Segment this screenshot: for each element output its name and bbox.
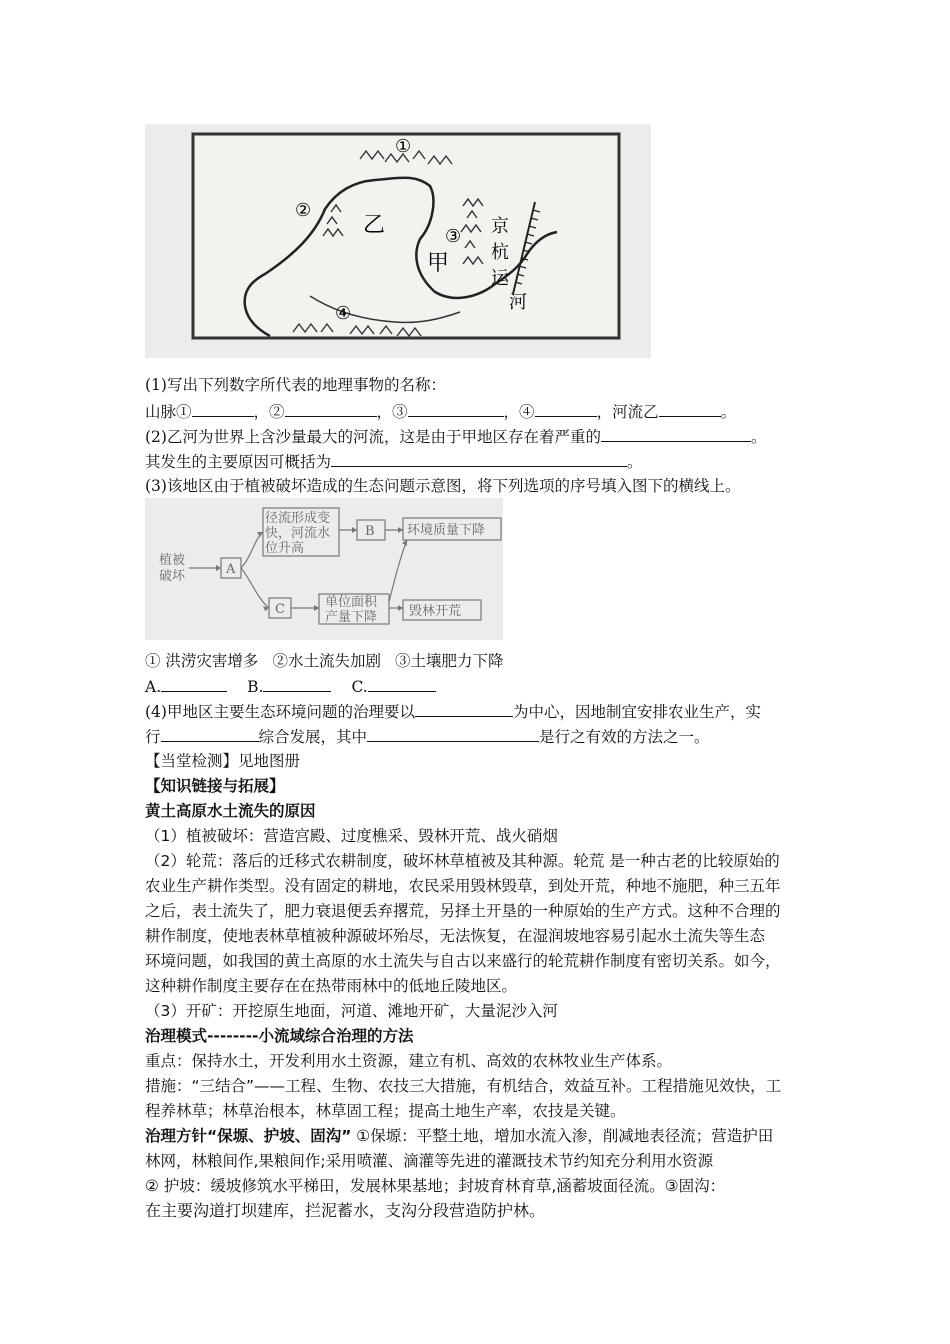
cause-1: （1）植被破坏：营造宫殿、过度樵采、毁林开荒、战火硝烟 xyxy=(145,827,558,845)
policy-line-2: 林网，林粮间作,果粮间作;采用喷灌、滴灌等先进的灌溉技术节约知充分利用水资源 xyxy=(145,1152,714,1170)
map-label-2: ② xyxy=(295,200,312,221)
q2-end2: 。 xyxy=(627,453,643,471)
policy-line-1 xyxy=(145,1126,773,1146)
blank-river-yi[interactable] xyxy=(659,401,721,417)
flow-yield-1: 单位面积 xyxy=(325,595,378,610)
q1-prompt: (1)写出下列数字所代表的地理事物的名称： xyxy=(145,376,446,394)
knowledge-sub2: 治理模式--------小流域综合治理的方法 xyxy=(145,1027,414,1045)
cause-2-line-1: （2）轮荒：落后的迁移式农耕制度，破坏林草植被及其种源。轮荒 是一种古老的比较原始的 xyxy=(145,852,780,870)
map-svg xyxy=(145,124,651,358)
map-label-canal-3: 运 xyxy=(491,268,509,289)
q3-options xyxy=(145,651,503,671)
cause-2-line-4: 耕作制度，使地表林草植被种源破坏殆尽，无法恢复，在湿润坡地容易引起水土流失等生态 xyxy=(145,927,766,945)
blank-answer-a[interactable] xyxy=(161,676,227,692)
blank-mountain-2[interactable] xyxy=(285,401,377,417)
blank-answer-b[interactable] xyxy=(263,676,331,692)
map-label-region-jia: 甲 xyxy=(427,251,450,276)
flow-yield-2: 产量下降 xyxy=(325,610,378,625)
blank-q4-center[interactable] xyxy=(415,701,513,717)
map-label-canal-4: 河 xyxy=(509,292,527,313)
knowledge-sub1: 黄土高原水土流失的原因 xyxy=(145,802,316,820)
cause-2-line-6: 这种耕作制度主要存在在热带雨林中的低地丘陵地区。 xyxy=(145,977,518,995)
blank-q4-development[interactable] xyxy=(161,726,259,742)
q1-part2: ，② xyxy=(253,403,285,421)
q2-end1: 。 xyxy=(750,428,767,446)
blank-mountain-4[interactable] xyxy=(535,401,597,417)
flow-clear: 毁林开荒 xyxy=(409,604,462,619)
flow-diagram-svg xyxy=(145,498,503,640)
flow-diagram xyxy=(145,498,503,640)
blank-q2-cause[interactable] xyxy=(331,451,627,467)
flow-runoff-2: 快，河流水 xyxy=(265,526,331,541)
q4-part3: 行 xyxy=(145,728,161,746)
q4-line1 xyxy=(145,701,761,722)
key-point: 重点：保持水土，开发利用水土资源，建立有机、高效的农林牧业生产体系。 xyxy=(145,1052,673,1070)
answer-b-label: B. xyxy=(247,678,264,696)
answer-a-label: A. xyxy=(145,678,162,696)
flow-start-1: 植被 xyxy=(159,553,186,568)
flow-env: 环境质量下降 xyxy=(407,523,486,538)
q3-prompt: (3)该地区由于植被破坏造成的生态问题示意图，将下列选项的序号填入图下的横线上。 xyxy=(145,477,741,495)
cause-3: （3）开矿：开挖原生地面，河道、滩地开矿，大量泥沙入河 xyxy=(145,1002,558,1020)
map-label-3: ③ xyxy=(445,226,462,247)
map-label-4: ④ xyxy=(335,303,352,324)
map-label-canal-1: 京 xyxy=(491,216,509,237)
q1-part6: 。 xyxy=(720,403,737,421)
q2-text1: (2)乙河为世界上含沙量最大的河流，这是由于甲地区存在着严重的 xyxy=(145,428,601,446)
policy-line-4: 在主要沟道打坝建库，拦泥蓄水，支沟分段营造防护林。 xyxy=(145,1201,546,1220)
q4-part4: 综合发展，其中 xyxy=(258,728,368,746)
map-label-river-yi: 乙 xyxy=(363,213,386,238)
policy-line-3: ② 护坡：缓坡修筑水平梯田，发展林果基地；封坡育林育草,涵蓄坡面径流。③固沟： xyxy=(145,1177,726,1195)
answer-c-label: C. xyxy=(351,678,368,696)
measure-line-1: 措施：“三结合”——工程、生物、农技三大措施，有机结合，效益互补。工程措施见效快，工 xyxy=(145,1077,782,1095)
map-label-1: ① xyxy=(395,136,412,157)
map-label-canal-2: 杭 xyxy=(491,242,509,263)
blank-q2-problem[interactable] xyxy=(601,426,751,442)
flow-node-c: C xyxy=(275,602,285,617)
knowledge-heading: 【知识链接与拓展】 xyxy=(145,777,285,795)
cause-2-line-2: 农业生产耕作类型。没有固定的耕地，农民采用毁林毁草，到处开荒，种地不施肥，种三五年 xyxy=(145,877,781,895)
flow-node-b: B xyxy=(365,524,375,539)
check-text: 见地图册 xyxy=(238,752,301,770)
q4-part2: 为中心，因地制宜安排农业生产，实 xyxy=(512,703,761,721)
q1-part5: ，河流乙 xyxy=(596,403,659,421)
blank-mountain-1[interactable] xyxy=(192,401,254,417)
blank-q4-method[interactable] xyxy=(367,726,539,742)
cause-2-line-3: 之后，表土流失了，肥力衰退便丢弃撂荒，另择土开垦的一种原始的生产方式。这种不合理的 xyxy=(145,902,781,920)
q2-text2: 其发生的主要原因可概括为 xyxy=(145,453,332,471)
q2-line1 xyxy=(145,426,766,447)
q4-part5: 是行之有效的方法之一。 xyxy=(539,728,710,746)
policy-label: 治理方针“保塬、护坡、固沟” xyxy=(145,1127,352,1145)
q4-line2 xyxy=(145,726,710,747)
q3-answers xyxy=(145,676,436,697)
q1-part4: ，④ xyxy=(503,403,535,421)
measure-line-2: 程养林草；林草治根本，林草固工程；提高土地生产率，农技是关键。 xyxy=(145,1102,626,1120)
option-2: ②水土流失加剧 xyxy=(272,652,381,670)
check-label: 【当堂检测】 xyxy=(145,752,239,770)
map-figure xyxy=(145,124,651,358)
option-1: ① 洪涝灾害增多 xyxy=(145,652,259,670)
flow-runoff-1: 径流形成变 xyxy=(265,511,331,526)
check-line xyxy=(145,751,300,771)
blank-answer-c[interactable] xyxy=(368,676,436,692)
flow-runoff-3: 位升高 xyxy=(265,541,305,556)
q1-part1: 山脉① xyxy=(145,403,192,421)
q4-part1: (4)甲地区主要生态环境问题的治理要以 xyxy=(145,703,415,721)
option-3: ③土壤肥力下降 xyxy=(394,652,504,670)
q1-part3: ，③ xyxy=(376,403,408,421)
flow-start-2: 破坏 xyxy=(159,569,186,584)
q1-line xyxy=(145,401,736,422)
flow-node-a: A xyxy=(226,562,236,577)
blank-mountain-3[interactable] xyxy=(408,401,504,417)
policy-text-1: ①保塬：平整土地，增加水流入渗，削减地表径流；营造护田 xyxy=(351,1127,774,1145)
q2-line2 xyxy=(145,451,643,472)
cause-2-line-5: 环境问题，如我国的黄土高原的水土流失与自古以来盛行的轮荒耕作制度有密切关系。如今， xyxy=(145,952,781,970)
